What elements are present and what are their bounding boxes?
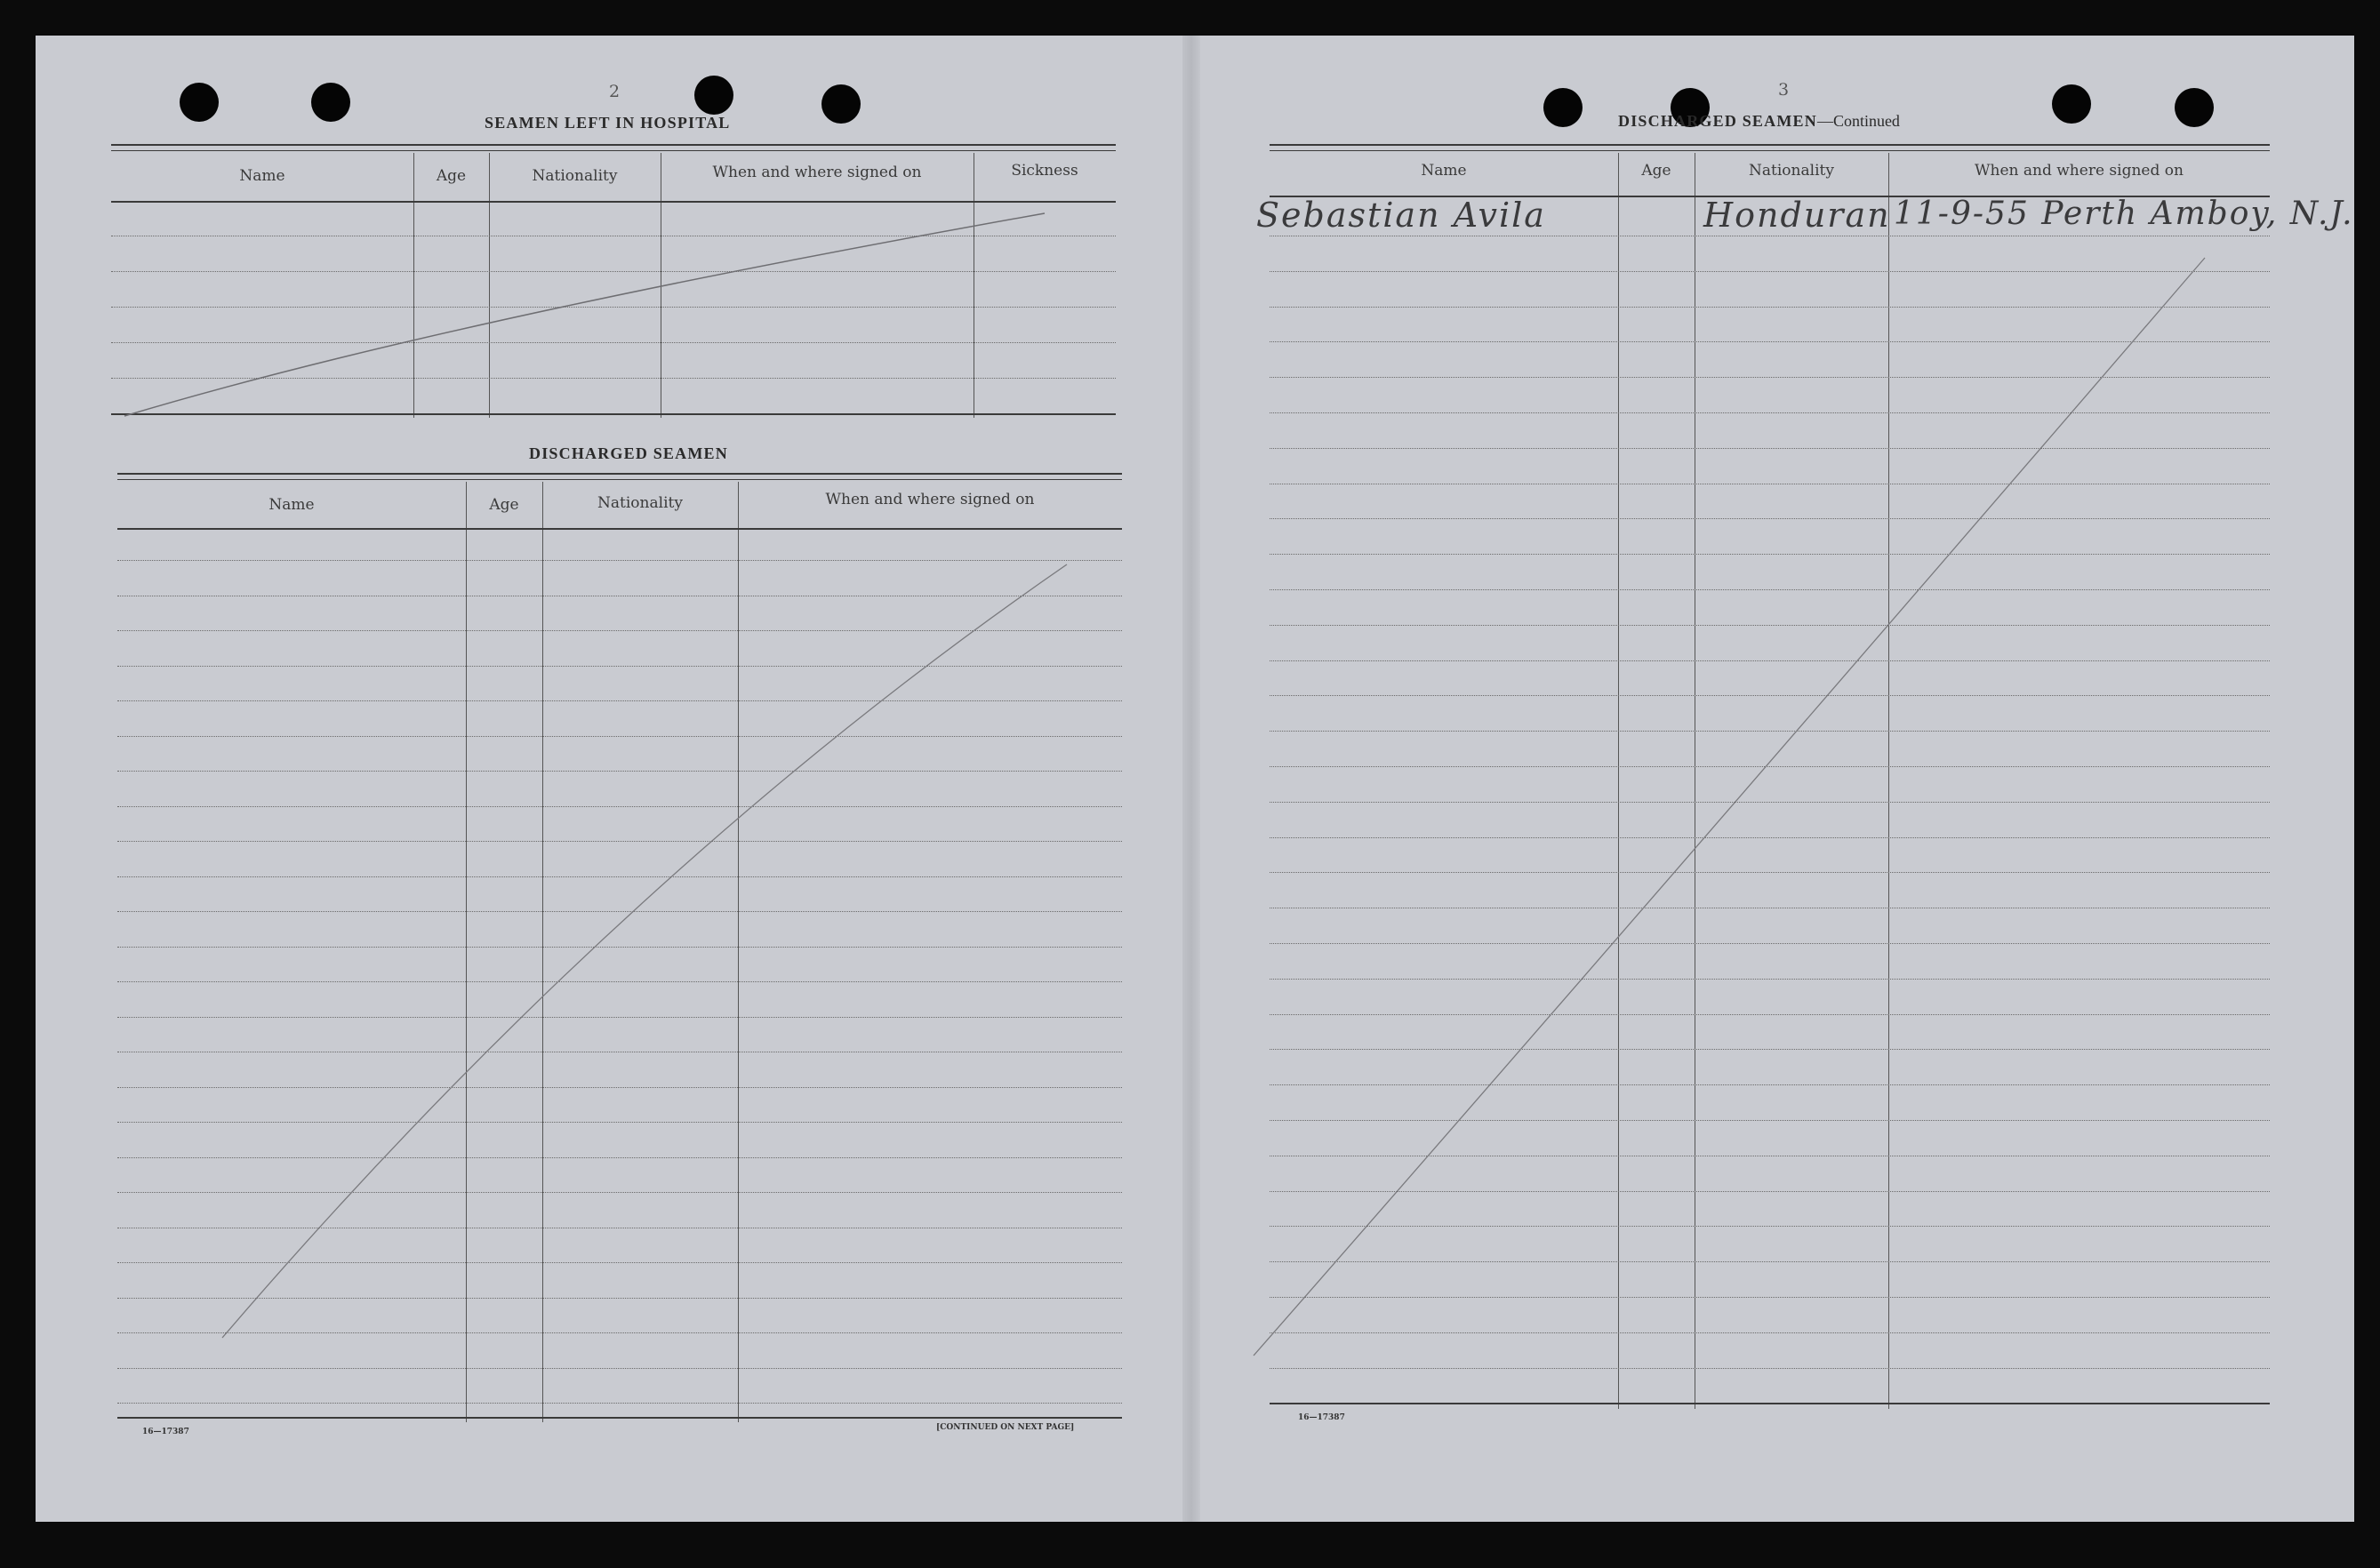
col-header-age: Age xyxy=(436,167,467,185)
col-header-age: Age xyxy=(489,496,519,514)
page-number-left: 2 xyxy=(609,82,621,101)
entry-nationality: Honduran xyxy=(1703,196,1891,235)
col-header-nationality: Nationality xyxy=(597,494,683,512)
form-number-left: 16—17387 xyxy=(142,1428,189,1436)
title-suffix: —Continued xyxy=(1816,112,1900,130)
col-header-signed-on: When and where signed on xyxy=(1975,162,2184,180)
col-header-nationality: Nationality xyxy=(532,167,618,185)
continued-note: [CONTINUED ON NEXT PAGE] xyxy=(936,1423,1075,1432)
title-main: DISCHARGED SEAMEN xyxy=(1618,112,1817,130)
col-header-age: Age xyxy=(1641,162,1671,180)
page-number-right: 3 xyxy=(1778,80,1790,100)
entry-name: Sebastian Avila xyxy=(1256,196,1546,235)
col-header-signed-on: When and where signed on xyxy=(712,164,922,181)
col-header-name: Name xyxy=(239,167,285,185)
col-header-signed-on: When and where signed on xyxy=(825,491,1035,508)
col-header-nationality: Nationality xyxy=(1749,162,1834,180)
col-header-sickness: Sickness xyxy=(1011,162,1078,180)
entry-signed-on: 11-9-55 Perth Amboy, N.J. xyxy=(1894,196,2354,232)
discharged-section-title: DISCHARGED SEAMEN xyxy=(529,444,728,462)
form-number-right: 16—17387 xyxy=(1298,1413,1345,1422)
hospital-section-title: SEAMEN LEFT IN HOSPITAL xyxy=(485,114,731,132)
col-header-name: Name xyxy=(1421,162,1467,180)
col-header-name: Name xyxy=(268,496,315,514)
